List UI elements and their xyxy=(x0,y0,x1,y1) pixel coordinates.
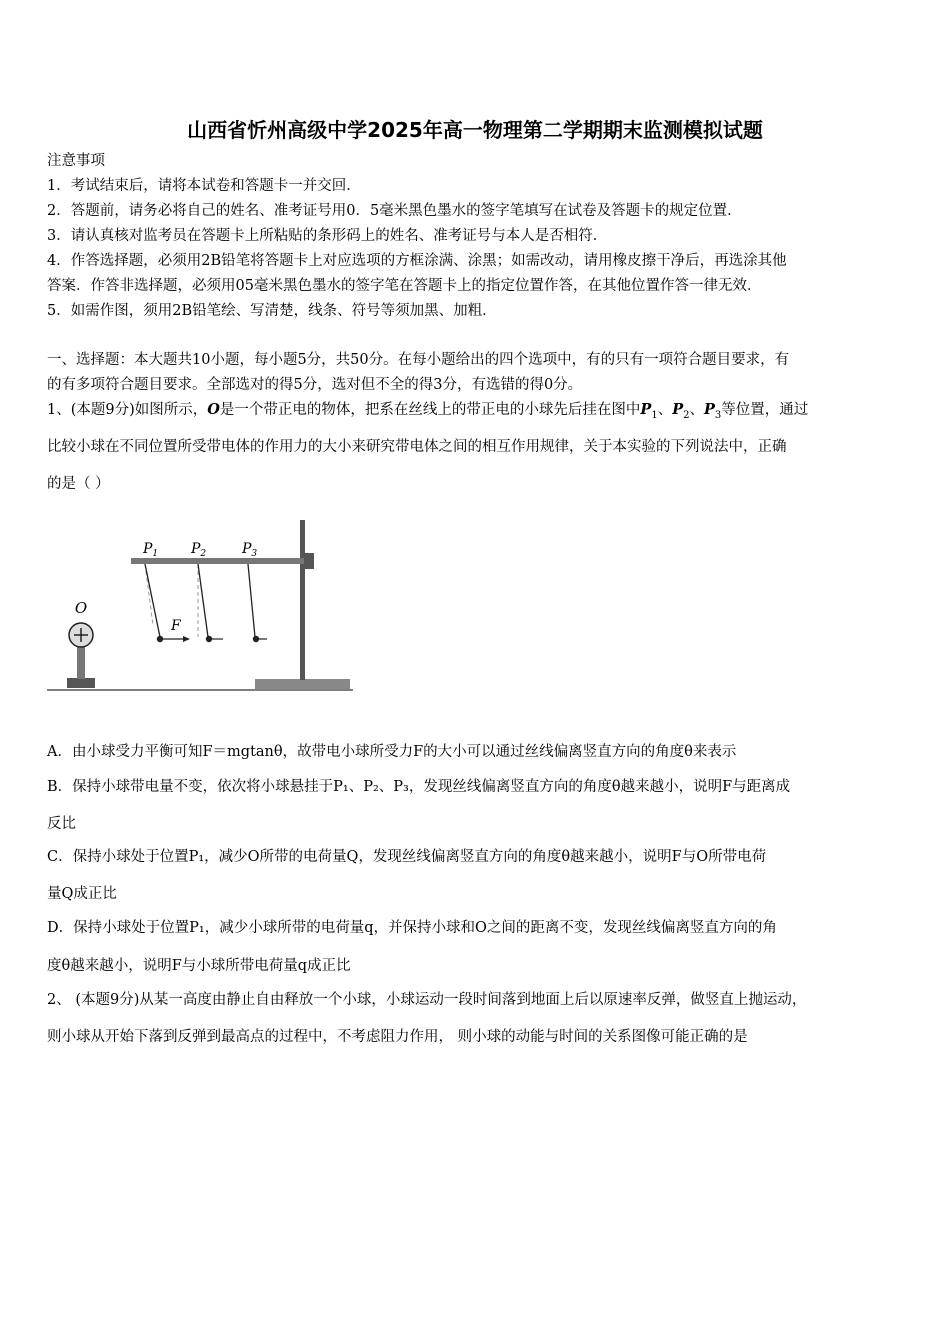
label-F: F xyxy=(171,618,181,634)
notice-heading: 注意事项 xyxy=(47,153,105,169)
q1-symbol-O: O xyxy=(207,401,220,418)
label-P3 xyxy=(241,541,257,559)
q1-stem-line2: 比较小球在不同位置所受带电体的作用力的大小来研究带电体之间的相互作用规律，关于本实验的下列说法中，正确 xyxy=(47,439,787,455)
ball-P1 xyxy=(157,636,163,642)
section1-instructions-1: 一、选择题：本大题共10小题，每小题5分，共50分。在每小题给出的四个选项中，有的只有一项符合题目要求，有 xyxy=(47,352,790,368)
thread-P1 xyxy=(145,564,160,637)
rod-clamp xyxy=(304,553,314,569)
q1-option-D-line2: 度θ越来越小，说明F与小球所带电荷量q成正比 xyxy=(47,958,351,974)
label-P2 xyxy=(190,541,206,559)
q2-stem-line2: 则小球从开始下落到反弹到最高点的过程中，不考虑阻力作用， 则小球的动能与时间的关系图像可能正确的是 xyxy=(47,1029,748,1045)
ball-P3 xyxy=(253,636,259,642)
page-title: 山西省忻州高级中学2025年高一物理第二学期期末监测模拟试题 xyxy=(187,118,763,142)
q1-stem-part-b: 是一个带正电的物体，把系在丝线上的带正电的小球先后挂在图中 xyxy=(219,402,641,418)
label-P2-letter: P xyxy=(191,541,201,557)
q1-option-A: A．由小球受力平衡可知F＝mgtanθ，故带电小球所受力F的大小可以通过丝线偏离竖直方向的角度θ来表示 xyxy=(47,744,737,760)
label-P1-sub: 1 xyxy=(152,549,159,559)
q2-stem-line1: 2、 (本题9分)从某一高度由静止自由释放一个小球，小球运动一段时间落到地面上后以原速率反弹，做竖直上抛运动， xyxy=(47,992,807,1008)
q1-stem-part-c: 等位置，通过 xyxy=(721,402,809,418)
q1-sub-3: 3 xyxy=(714,409,722,421)
q1-sub-2: 2 xyxy=(683,409,690,421)
q1-symbol-P1: P xyxy=(640,401,652,418)
label-P1 xyxy=(142,541,158,559)
force-arrowhead xyxy=(183,636,190,642)
label-P1-letter: P xyxy=(143,541,153,557)
q1-option-D-line1: D．保持小球处于位置P₁，减少小球所带的电荷量q，并保持小球和O之间的距离不变，发现丝线偏离竖直方向的角 xyxy=(47,920,777,936)
label-P3-letter: P xyxy=(242,541,252,557)
notice-item-3: 3．请认真核对监考员在答题卡上所粘贴的条形码上的姓名、准考证号与本人是否相符． xyxy=(47,228,608,244)
coulomb-experiment-figure xyxy=(45,515,355,700)
q1-option-B-line1: B．保持小球带电量不变，依次将小球悬挂于P₁、P₂、P₃，发现丝线偏离竖直方向的角度θ越来越小，说明F与距离成 xyxy=(47,779,791,795)
notice-item-4b: 答案．作答非选择题，必须用05毫米黑色墨水的签字笔在答题卡上的指定位置作答，在其他位置作答一律无效． xyxy=(47,278,762,294)
object-base xyxy=(67,678,95,688)
label-P3-sub: 3 xyxy=(251,549,258,559)
q1-stem-part-a: 1、(本题9分)如图所示， xyxy=(47,402,208,418)
q1-symbol-P2: P xyxy=(672,401,684,418)
notice-item-1: 1．考试结束后，请将本试卷和答题卡一并交回． xyxy=(47,178,361,194)
object-stand xyxy=(77,645,85,679)
label-P2-sub: 2 xyxy=(200,549,207,559)
notice-item-2: 2．答题前，请务必将自己的姓名、准考证号用0．5毫米黑色墨水的签字笔填写在试卷及答题卡的规定位置． xyxy=(47,203,742,219)
q1-stem-line1 xyxy=(47,400,808,426)
q1-sep-1: 、 xyxy=(657,402,673,418)
thread-P3 xyxy=(248,564,255,637)
q1-sep-2: 、 xyxy=(689,402,704,418)
q1-option-C-line1: C．保持小球处于位置P₁，减少O所带的电荷量Q，发现丝线偏离竖直方向的角度θ越来越小，说明F与O所带电荷 xyxy=(47,849,767,865)
notice-item-5: 5．如需作图，须用2B铅笔绘、写清楚，线条、符号等须加黑、加粗． xyxy=(47,303,497,319)
notice-item-4a: 4．作答选择题，必须用2B铅笔将答题卡上对应选项的方框涂满、涂黑；如需改动，请用橡皮擦干净后，再选涂其他 xyxy=(47,253,787,269)
q1-sub-1: 1 xyxy=(651,409,658,421)
q1-option-C-line2: 量Q成正比 xyxy=(47,886,117,902)
label-O: O xyxy=(74,599,88,617)
ball-P2 xyxy=(206,636,212,642)
q1-stem-line3: 的是（ ） xyxy=(47,476,110,492)
q1-option-B-line2: 反比 xyxy=(47,816,76,832)
stand-base xyxy=(255,679,350,689)
q1-symbol-P3: P xyxy=(703,401,715,418)
section1-instructions-2: 的有多项符合题目要求。全部选对的得5分，选对但不全的得3分，有选错的得0分。 xyxy=(47,377,583,393)
stand-pole xyxy=(300,520,305,680)
thread-P2 xyxy=(198,564,208,637)
